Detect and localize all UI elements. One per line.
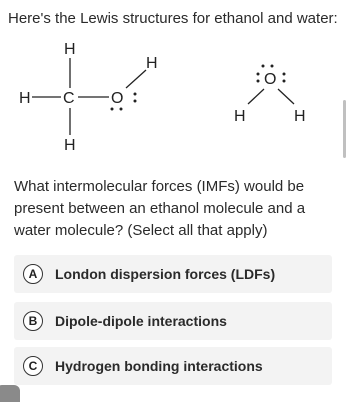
option-a[interactable] bbox=[14, 255, 332, 293]
ethanol-o: O bbox=[111, 90, 124, 107]
option-b-label: Dipole-dipole interactions bbox=[55, 313, 227, 329]
option-c-label: Hydrogen bonding interactions bbox=[55, 358, 263, 374]
ethanol-c: C bbox=[63, 90, 75, 107]
ethanol-h-left: H bbox=[19, 90, 31, 107]
water-h-right: H bbox=[294, 108, 306, 125]
ethanol-o-lone-pair-dot bbox=[120, 108, 123, 111]
option-c-letter-badge: C bbox=[23, 356, 43, 376]
option-b-letter-badge: B bbox=[23, 311, 43, 331]
water-o-lone-pair-dot bbox=[271, 65, 274, 68]
intro-text: Here's the Lewis structures for ethanol and water: bbox=[8, 10, 338, 27]
option-a-label: London dispersion forces (LDFs) bbox=[55, 266, 276, 282]
water-o-lone-pair-dot bbox=[262, 65, 265, 68]
ethanol-h-top: H bbox=[64, 41, 76, 58]
scrollbar[interactable] bbox=[343, 100, 346, 158]
overlay-corner-element bbox=[0, 385, 20, 402]
ethanol-h-bottom: H bbox=[64, 137, 76, 154]
water-structure bbox=[234, 65, 306, 126]
water-o-lone-pair-dot bbox=[257, 73, 260, 76]
question-text: What intermolecular forces (IMFs) would be present between an ethanol molecule and a water molecule? (Select all that apply) bbox=[14, 178, 306, 239]
water-o-lone-pair-dot bbox=[257, 80, 260, 83]
ethanol-o-lone-pair-dot bbox=[134, 93, 137, 96]
water-o-lone-pair-dot bbox=[283, 80, 286, 83]
water-o-lone-pair-dot bbox=[283, 73, 286, 76]
bond-o-h bbox=[126, 70, 146, 88]
water-h-left: H bbox=[234, 108, 246, 125]
bond-water-o-h-left bbox=[248, 89, 264, 104]
ethanol-o-lone-pair-dot bbox=[134, 100, 137, 103]
ethanol-h-right: H bbox=[146, 55, 158, 72]
bond-water-o-h-right bbox=[278, 89, 294, 104]
option-b[interactable] bbox=[14, 302, 332, 340]
ethanol-o-lone-pair-dot bbox=[111, 108, 114, 111]
water-o: O bbox=[264, 71, 277, 88]
ethanol-structure bbox=[19, 41, 158, 154]
option-c[interactable] bbox=[14, 347, 332, 385]
option-a-letter-badge: A bbox=[23, 264, 43, 284]
